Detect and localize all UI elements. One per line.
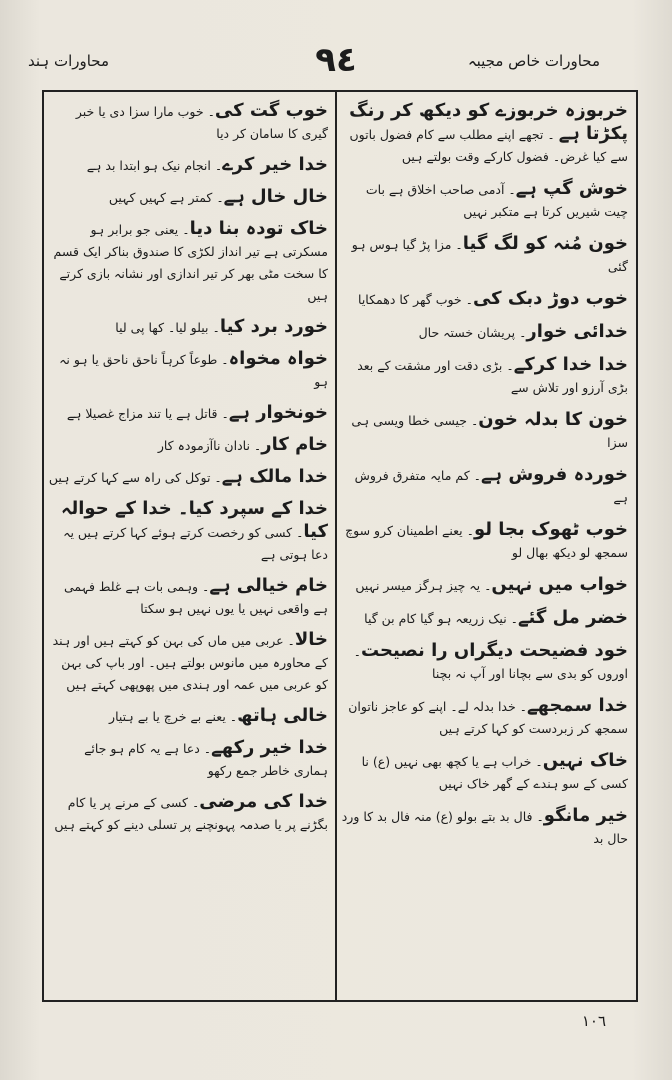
idiom-entry xyxy=(48,466,328,489)
idiom-headword: خوب ٹھوک بجا لو xyxy=(473,519,628,540)
idiom-entry xyxy=(340,178,628,223)
idiom-definition: ۔ وہمی بات ہے غلط فہمی ہے واقعی نہیں یا یوں نہیں ہو سکتا xyxy=(64,579,328,616)
footer-number: ١٠٦ xyxy=(581,1012,606,1030)
idiom-headword: خوردہ فروش ہے xyxy=(480,464,628,485)
idiom-entry xyxy=(340,695,628,740)
idiom-entry xyxy=(340,409,628,454)
idiom-headword: خدا خیر رکھے xyxy=(211,737,328,758)
idiom-entry xyxy=(340,233,628,278)
idiom-headword: خال خال ہے xyxy=(223,186,328,207)
page-number: ٩٤ xyxy=(315,40,357,80)
idiom-headword: خود فضیحت دیگراں را نصیحت xyxy=(360,640,628,661)
idiom-definition: ۔ طوعاً کرہاً ناحق ناحق یا ہو نہ ہو xyxy=(59,352,328,389)
idiom-headword: خون کا بدلہ خون xyxy=(478,409,628,430)
right-column xyxy=(340,100,628,860)
idiom-headword: خدا خیر کرے xyxy=(222,154,328,175)
idiom-entry xyxy=(48,705,328,728)
idiom-definition: ۔ تجھے اپنے مطلب سے کام فضول باتوں سے کیا غرض۔ فضول کارکے وقت بولتے ہیں xyxy=(349,127,628,164)
idiom-headword: خدا کی مرضی xyxy=(199,791,328,812)
idiom-headword: خام کار xyxy=(261,434,328,455)
idiom-definition: ۔ کمتر ہے کہیں کہیں xyxy=(108,190,224,205)
idiom-headword: خون مُنہ کو لگ گیا xyxy=(462,233,628,254)
idiom-headword: خاک تودہ بنا دیا xyxy=(189,218,328,239)
idiom-headword: خالا xyxy=(294,629,328,650)
idiom-definition: ۔ یعنے اطمینان کرو سوچ سمجھ لو دیکھ بھال لو xyxy=(345,523,628,560)
idiom-definition: ۔ نیک زریعہ ہو گیا کام بن گیا xyxy=(364,611,518,626)
running-header-right: محاورات خاص مجیبہ xyxy=(467,52,600,70)
running-header-left: محاورات ہند xyxy=(28,52,110,70)
idiom-headword: خدائی خوار xyxy=(526,321,628,342)
idiom-entry xyxy=(48,737,328,782)
idiom-headword: خربوزہ خربوزے کو دیکھ کر رنگ پکڑتا ہے xyxy=(349,100,628,144)
idiom-definition: ۔ مزا پڑ گیا ہوس ہو گئی xyxy=(351,237,628,274)
idiom-entry xyxy=(340,607,628,630)
column-divider xyxy=(335,90,337,1002)
idiom-definition: ۔ خراب ہے یا کچھ بھی نہیں (ع) نا کسی کے سو ہندے کے گھر خاک نہیں xyxy=(361,754,628,791)
idiom-entry xyxy=(340,464,628,509)
idiom-headword: خوب دوڑ دبک کی xyxy=(472,288,628,309)
idiom-entry xyxy=(48,316,328,339)
idiom-definition: ۔ عربی میں ماں کی بہن کو کہتے ہیں اور ہند کے محاورہ میں مانوس بولتے ہیں۔ اور باپ کی بہن کو عربی میں عمہ اور ہندی میں پھوپھی کہتے ہیں xyxy=(52,633,328,692)
idiom-definition: ۔ یعنی جو برابر ہو مسکرتی ہے تیر انداز لکڑی کا صندوق بناکر ایک قسم کا سخت مٹی بھر کر تیر اندازی اور نشانہ بازی کرتے ہیں xyxy=(53,222,328,303)
idiom-definition: ۔ پریشان خستہ حال xyxy=(418,325,527,340)
idiom-entry xyxy=(48,575,328,620)
idiom-entry xyxy=(340,519,628,564)
idiom-headword: خواب میں نہیں xyxy=(491,574,628,595)
idiom-headword: خواہ مخواہ xyxy=(228,348,328,369)
idiom-entry xyxy=(340,321,628,344)
idiom-definition: ۔ خدا بدلہ لے۔ اپنے کو عاجز ناتوان سمجھ کر زبردست کو کہا کرتے ہیں xyxy=(348,699,628,736)
idiom-entry xyxy=(340,750,628,795)
idiom-entry xyxy=(48,434,328,457)
idiom-headword: خوب گت کی xyxy=(214,100,328,121)
idiom-entry xyxy=(48,154,328,177)
idiom-headword: خورد برد کیا xyxy=(219,316,328,337)
idiom-definition: ۔ نادان ناآزمودہ کار xyxy=(157,438,262,453)
idiom-headword: خوش گپ ہے xyxy=(515,178,628,199)
idiom-definition: ۔ قاتل ہے یا تند مزاج غصیلا ہے xyxy=(66,406,229,421)
idiom-entry xyxy=(48,348,328,393)
idiom-headword: خدا سمجھے xyxy=(527,695,628,716)
left-column xyxy=(48,100,328,845)
idiom-definition: ۔ کسی کو رخصت کرتے ہوئے کہا کرتے ہیں یہ دعا ہوتی ہے xyxy=(63,525,328,562)
idiom-definition: ۔ خوب مارا سزا دی یا خبر گیری کا سامان کر دیا xyxy=(75,104,328,141)
idiom-entry xyxy=(340,288,628,311)
idiom-definition: ۔ توکل کی راہ سے کہا کرتے ہیں xyxy=(48,470,222,485)
idiom-definition: ۔ آدمی صاحب اخلاق ہے بات چیت شیریں کرتا ہے متکبر نہیں xyxy=(365,182,628,219)
idiom-definition: ۔ خوب گھر کا دھمکایا xyxy=(358,292,473,307)
idiom-definition: ۔ یہ چیز ہرگز میسر نہیں xyxy=(355,578,492,593)
idiom-headword: خضر مل گئے xyxy=(517,607,628,628)
idiom-definition: ۔ یعنے بے خرچ یا بے ہتیار xyxy=(109,709,238,724)
idiom-headword: خدا کے سپرد کیا۔ خدا کے حوالہ کیا xyxy=(60,498,328,542)
idiom-definition: ۔ انجام نیک ہو ابتدا بد ہے xyxy=(86,158,223,173)
idiom-definition: ۔ بڑی دقت اور مشقت کے بعد بڑی آرزو اور تلاش سے xyxy=(357,358,628,395)
idiom-headword: خدا مالک ہے xyxy=(221,466,328,487)
idiom-headword: خونخوار ہے xyxy=(228,402,328,423)
idiom-entry xyxy=(340,640,628,685)
idiom-definition: ۔ کسی کے مرنے پر یا کام بگڑنے پر یا صدمہ پہونچنے پر تسلی دینے کو کہتے ہیں xyxy=(54,795,328,832)
idiom-headword: خام خیالی ہے xyxy=(209,575,328,596)
idiom-entry xyxy=(340,100,628,168)
idiom-entry xyxy=(340,574,628,597)
idiom-entry xyxy=(48,186,328,209)
idiom-definition: ۔ فال بد بتے بولو (ع) منہ فال بد کا ورد حال بد xyxy=(341,809,628,846)
idiom-headword: خاک نہیں xyxy=(542,750,628,771)
idiom-headword: خدا خدا کرکے xyxy=(513,354,628,375)
idiom-definition: ۔ اوروں کو بدی سے بچانا اور آپ نہ بچنا xyxy=(353,644,628,681)
idiom-definition: ۔ دعا ہے یہ کام ہو جائے ہماری خاطر جمع رکھو xyxy=(84,741,328,778)
idiom-headword: خیر مانگو xyxy=(543,805,628,826)
idiom-entry xyxy=(48,218,328,307)
idiom-entry xyxy=(48,629,328,696)
idiom-entry xyxy=(48,498,328,566)
idiom-entry xyxy=(340,354,628,399)
idiom-definition: ۔ جیسی خطا ویسی ہی سزا xyxy=(351,413,628,450)
idiom-entry xyxy=(48,100,328,145)
idiom-headword: خالی ہاتھ xyxy=(237,705,328,726)
idiom-entry xyxy=(48,402,328,425)
idiom-entry xyxy=(340,805,628,850)
idiom-entry xyxy=(48,791,328,836)
idiom-definition: ۔ کم مایہ متفرق فروش ہے xyxy=(354,468,628,505)
idiom-definition: ۔ بیلو لیا۔ کھا پی لیا xyxy=(115,320,220,335)
